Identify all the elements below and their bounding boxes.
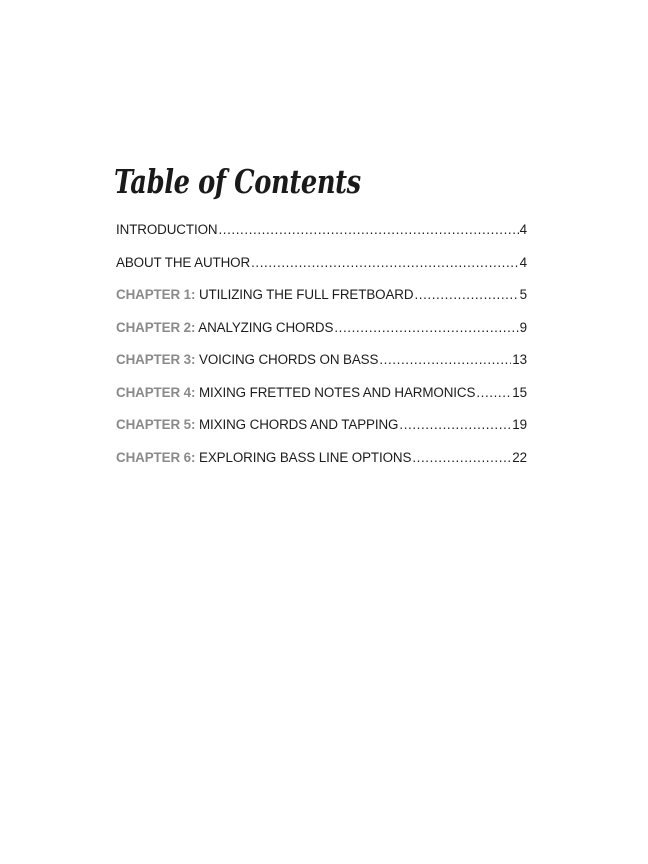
toc-page-number: 4 — [519, 254, 527, 270]
toc-page-number: 9 — [519, 319, 527, 335]
toc-chapter-prefix: CHAPTER 2: — [116, 319, 196, 335]
toc-entry-about-the-author — [116, 255, 527, 288]
toc-page-number: 15 — [512, 384, 527, 400]
toc-dot-leader — [218, 222, 518, 237]
toc-dot-leader — [399, 417, 511, 432]
toc-entry-chapter-3 — [116, 352, 527, 385]
toc-entry-text — [116, 385, 475, 400]
toc-entry-text — [116, 287, 413, 302]
toc-entry-label: MIXING CHORDS AND TAPPING — [198, 417, 399, 432]
toc-entry-text — [116, 320, 333, 335]
toc-entry-label: ABOUT THE AUTHOR — [116, 254, 251, 270]
toc-dot-leader — [476, 385, 511, 400]
toc-dot-leader — [412, 450, 511, 465]
toc-entry-chapter-2 — [116, 320, 527, 353]
toc-dot-leader — [334, 320, 518, 335]
toc-chapter-prefix: CHAPTER 5: — [116, 417, 196, 432]
table-of-contents — [116, 222, 527, 482]
toc-entry-chapter-5 — [116, 417, 527, 450]
toc-chapter-prefix: CHAPTER 3: — [116, 352, 196, 367]
toc-chapter-prefix: CHAPTER 6: — [116, 449, 196, 465]
toc-entry-label: MIXING FRETTED NOTES AND HARMONICS — [198, 384, 476, 400]
toc-dot-leader — [379, 352, 511, 367]
toc-entry-text — [116, 222, 217, 237]
toc-entry-label: INTRODUCTION — [116, 222, 218, 237]
toc-page-number: 13 — [512, 352, 527, 367]
toc-entry-text — [116, 417, 398, 432]
toc-entry-label: ANALYZING CHORDS — [198, 319, 334, 335]
toc-page-number: 22 — [512, 449, 527, 465]
toc-page-number: 4 — [519, 222, 527, 237]
page-title: Table of Contents — [114, 162, 361, 201]
toc-page-number: 19 — [512, 417, 527, 432]
toc-entry-text — [116, 255, 250, 270]
toc-entry-introduction — [116, 222, 527, 255]
toc-entry-chapter-6 — [116, 450, 527, 483]
toc-chapter-prefix: CHAPTER 4: — [116, 384, 196, 400]
toc-entry-text — [116, 450, 411, 465]
toc-entry-label: EXPLORING BASS LINE OPTIONS — [198, 449, 412, 465]
toc-dot-leader — [251, 255, 519, 270]
toc-entry-label: UTILIZING THE FULL FRETBOARD — [198, 287, 414, 302]
toc-page-number: 5 — [519, 287, 527, 302]
toc-chapter-prefix: CHAPTER 1: — [116, 287, 196, 302]
toc-entry-chapter-1 — [116, 287, 527, 320]
toc-dot-leader — [414, 287, 518, 302]
toc-entry-text — [116, 352, 378, 367]
toc-entry-chapter-4 — [116, 385, 527, 418]
toc-entry-label: VOICING CHORDS ON BASS — [198, 352, 379, 367]
